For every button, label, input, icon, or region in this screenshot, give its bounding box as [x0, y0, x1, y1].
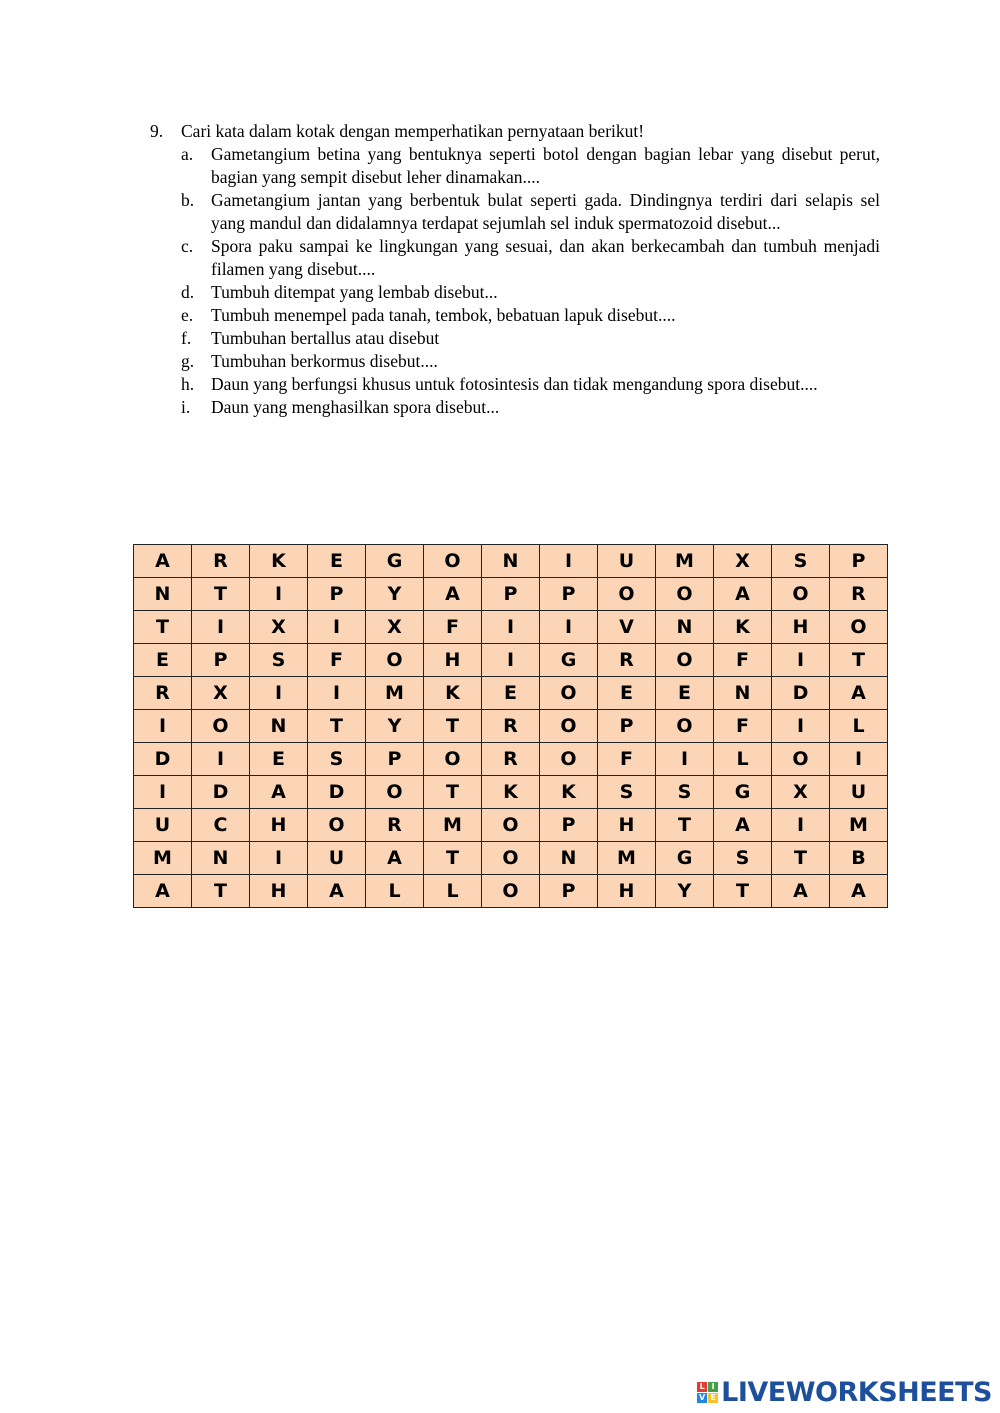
grid-cell[interactable]: I — [192, 743, 250, 776]
grid-cell[interactable]: O — [424, 743, 482, 776]
grid-cell[interactable]: B — [830, 842, 888, 875]
statement-text: Spora paku sampai ke lingkungan yang sesuai, dan akan berkecambah dan tumbuh menjadi filamen yang disebut.... — [211, 236, 880, 279]
grid-cell[interactable]: I — [482, 644, 540, 677]
grid-cell[interactable]: P — [192, 644, 250, 677]
grid-cell[interactable]: E — [656, 677, 714, 710]
grid-cell[interactable]: A — [830, 677, 888, 710]
grid-cell[interactable]: I — [772, 644, 830, 677]
grid-cell[interactable]: I — [482, 611, 540, 644]
statement-letter: i. — [181, 397, 191, 417]
grid-cell[interactable]: O — [656, 578, 714, 611]
grid-row — [134, 809, 888, 842]
grid-cell[interactable]: O — [656, 710, 714, 743]
statement-text: Daun yang menghasilkan spora disebut... — [211, 397, 500, 417]
grid-cell[interactable]: T — [830, 644, 888, 677]
grid-cell[interactable]: M — [598, 842, 656, 875]
grid-cell[interactable]: O — [482, 875, 540, 908]
grid-cell[interactable]: K — [540, 776, 598, 809]
grid-cell[interactable]: O — [482, 842, 540, 875]
grid-cell[interactable]: R — [598, 644, 656, 677]
grid-cell[interactable]: O — [482, 809, 540, 842]
grid-cell[interactable]: O — [830, 611, 888, 644]
grid-cell[interactable]: I — [250, 578, 308, 611]
statement-text: Tumbuhan berkormus disebut.... — [211, 351, 438, 371]
statement-item — [181, 281, 880, 304]
logo-mark-tile: E — [708, 1393, 718, 1403]
grid-cell[interactable]: M — [424, 809, 482, 842]
grid-cell[interactable]: P — [482, 578, 540, 611]
grid-cell[interactable]: P — [366, 743, 424, 776]
grid-cell[interactable]: M — [366, 677, 424, 710]
grid-row — [134, 545, 888, 578]
grid-row — [134, 842, 888, 875]
statement-item — [181, 189, 880, 235]
statement-item — [181, 327, 880, 350]
grid-cell[interactable]: A — [366, 842, 424, 875]
grid-cell[interactable]: R — [366, 809, 424, 842]
liveworksheets-logo-mark — [697, 1382, 718, 1403]
grid-cell[interactable]: I — [134, 710, 192, 743]
statement-text: Tumbuh ditempat yang lembab disebut... — [211, 282, 498, 302]
grid-cell[interactable]: X — [250, 611, 308, 644]
grid-cell[interactable]: I — [308, 677, 366, 710]
grid-cell[interactable]: O — [656, 644, 714, 677]
grid-row — [134, 578, 888, 611]
grid-cell[interactable]: O — [424, 545, 482, 578]
grid-cell[interactable]: F — [424, 611, 482, 644]
statement-item — [181, 396, 880, 419]
grid-cell[interactable]: F — [598, 743, 656, 776]
grid-row — [134, 776, 888, 809]
grid-cell[interactable]: O — [366, 644, 424, 677]
grid-cell[interactable]: R — [134, 677, 192, 710]
grid-cell[interactable]: I — [830, 743, 888, 776]
liveworksheets-logo[interactable] — [697, 1377, 992, 1407]
grid-cell[interactable]: D — [308, 776, 366, 809]
grid-cell[interactable]: P — [540, 578, 598, 611]
liveworksheets-logo-text: LIVEWORKSHEETS — [721, 1376, 992, 1408]
grid-cell[interactable]: D — [134, 743, 192, 776]
grid-cell[interactable]: O — [772, 743, 830, 776]
grid-cell[interactable]: S — [598, 776, 656, 809]
grid-row — [134, 710, 888, 743]
grid-cell[interactable]: O — [308, 809, 366, 842]
grid-cell[interactable]: O — [540, 743, 598, 776]
statement-text: Tumbuhan bertallus atau disebut — [211, 328, 440, 348]
grid-cell[interactable]: I — [656, 743, 714, 776]
grid-cell[interactable]: I — [540, 545, 598, 578]
grid-cell[interactable]: E — [598, 677, 656, 710]
grid-cell[interactable]: N — [714, 677, 772, 710]
grid-cell[interactable]: U — [308, 842, 366, 875]
grid-cell[interactable]: M — [134, 842, 192, 875]
grid-cell[interactable]: F — [714, 644, 772, 677]
grid-cell[interactable]: T — [192, 875, 250, 908]
statement-list — [181, 143, 880, 419]
grid-cell[interactable]: P — [540, 875, 598, 908]
grid-row — [134, 611, 888, 644]
grid-cell[interactable]: I — [250, 842, 308, 875]
grid-cell[interactable]: M — [830, 809, 888, 842]
statement-letter: b. — [181, 190, 195, 210]
grid-cell[interactable]: E — [308, 545, 366, 578]
grid-cell[interactable]: E — [250, 743, 308, 776]
grid-cell[interactable]: N — [482, 545, 540, 578]
statement-letter: a. — [181, 144, 194, 164]
grid-cell[interactable]: A — [134, 545, 192, 578]
grid-cell[interactable]: L — [366, 875, 424, 908]
grid-cell[interactable]: G — [366, 545, 424, 578]
grid-cell[interactable]: I — [192, 611, 250, 644]
grid-cell[interactable]: Y — [366, 710, 424, 743]
grid-cell[interactable]: R — [482, 710, 540, 743]
grid-cell[interactable]: T — [308, 710, 366, 743]
grid-cell[interactable]: T — [134, 611, 192, 644]
grid-cell[interactable]: X — [192, 677, 250, 710]
grid-cell[interactable]: O — [598, 578, 656, 611]
question-9 — [150, 120, 880, 419]
grid-cell[interactable]: S — [714, 842, 772, 875]
grid-cell[interactable]: C — [192, 809, 250, 842]
statement-text: Daun yang berfungsi khusus untuk fotosintesis dan tidak mengandung spora disebut.... — [211, 374, 818, 394]
grid-cell[interactable]: E — [482, 677, 540, 710]
grid-cell[interactable]: Y — [656, 875, 714, 908]
grid-cell[interactable]: X — [714, 545, 772, 578]
statement-text: Gametangium jantan yang berbentuk bulat seperti gada. Dindingnya terdiri dari selapis sel yang mandul dan didalamnya terdapat sejumlah sel induk spermatozoid disebut... — [211, 190, 880, 233]
grid-cell[interactable]: A — [830, 875, 888, 908]
grid-cell[interactable]: I — [250, 677, 308, 710]
grid-cell[interactable]: S — [656, 776, 714, 809]
grid-cell[interactable]: F — [308, 644, 366, 677]
grid-cell[interactable]: I — [772, 809, 830, 842]
grid-cell[interactable]: Y — [366, 578, 424, 611]
question-number: 9. — [150, 121, 164, 141]
grid-cell[interactable]: P — [830, 545, 888, 578]
grid-cell[interactable]: G — [714, 776, 772, 809]
grid-cell[interactable]: H — [598, 875, 656, 908]
grid-cell[interactable]: O — [366, 776, 424, 809]
statement-item — [181, 304, 880, 327]
statement-text: Tumbuh menempel pada tanah, tembok, bebatuan lapuk disebut.... — [211, 305, 676, 325]
grid-cell[interactable]: P — [308, 578, 366, 611]
grid-cell[interactable]: G — [540, 644, 598, 677]
grid-cell[interactable]: A — [714, 809, 772, 842]
grid-cell[interactable]: H — [250, 809, 308, 842]
grid-row — [134, 875, 888, 908]
grid-cell[interactable]: X — [366, 611, 424, 644]
grid-cell[interactable]: T — [424, 710, 482, 743]
grid-cell[interactable]: L — [830, 710, 888, 743]
grid-cell[interactable]: A — [714, 578, 772, 611]
grid-cell[interactable]: T — [192, 578, 250, 611]
logo-mark-tile: V — [699, 1392, 706, 1402]
grid-row — [134, 743, 888, 776]
grid-cell[interactable]: T — [424, 842, 482, 875]
grid-cell[interactable]: P — [540, 809, 598, 842]
statement-letter: g. — [181, 351, 195, 371]
grid-cell[interactable]: A — [134, 875, 192, 908]
statement-item — [181, 350, 880, 373]
grid-cell[interactable]: A — [308, 875, 366, 908]
grid-cell[interactable]: K — [424, 677, 482, 710]
grid-cell[interactable]: O — [540, 677, 598, 710]
grid-cell[interactable]: U — [598, 545, 656, 578]
grid-cell[interactable]: K — [482, 776, 540, 809]
grid-cell[interactable]: P — [598, 710, 656, 743]
grid-cell[interactable]: A — [772, 875, 830, 908]
grid-cell[interactable]: D — [192, 776, 250, 809]
grid-cell[interactable]: N — [192, 842, 250, 875]
grid-cell[interactable]: R — [192, 545, 250, 578]
question-header — [150, 120, 880, 143]
statement-item — [181, 373, 880, 396]
statement-letter: d. — [181, 282, 195, 302]
grid-cell[interactable]: U — [830, 776, 888, 809]
grid-cell[interactable]: N — [134, 578, 192, 611]
grid-cell[interactable]: R — [830, 578, 888, 611]
statement-item — [181, 143, 880, 189]
grid-cell[interactable]: F — [714, 710, 772, 743]
grid-cell[interactable]: T — [424, 776, 482, 809]
grid-cell[interactable]: H — [772, 611, 830, 644]
grid-cell[interactable]: A — [424, 578, 482, 611]
statement-text: Gametangium betina yang bentuknya seperti botol dengan bagian lebar yang disebut perut, bagian yang sempit disebut leher dinamakan.... — [211, 144, 880, 187]
grid-cell[interactable]: S — [308, 743, 366, 776]
grid-cell[interactable]: D — [772, 677, 830, 710]
question-prompt: Cari kata dalam kotak dengan memperhatikan pernyataan berikut! — [181, 121, 645, 141]
grid-row — [134, 644, 888, 677]
grid-cell[interactable]: I — [540, 611, 598, 644]
logo-mark-tile: L — [697, 1382, 707, 1392]
statement-letter: c. — [181, 236, 194, 256]
grid-cell[interactable]: I — [134, 776, 192, 809]
statement-letter: e. — [181, 305, 194, 325]
grid-cell[interactable]: T — [772, 842, 830, 875]
grid-cell[interactable]: K — [250, 545, 308, 578]
word-search-grid — [133, 544, 888, 908]
grid-cell[interactable]: A — [250, 776, 308, 809]
grid-cell[interactable]: N — [250, 710, 308, 743]
grid-cell[interactable]: S — [250, 644, 308, 677]
grid-cell[interactable]: N — [540, 842, 598, 875]
grid-cell[interactable]: O — [540, 710, 598, 743]
grid-cell[interactable]: L — [424, 875, 482, 908]
grid-cell[interactable]: O — [772, 578, 830, 611]
grid-cell[interactable]: O — [192, 710, 250, 743]
grid-cell[interactable]: I — [772, 710, 830, 743]
grid-cell[interactable]: N — [656, 611, 714, 644]
grid-cell[interactable]: K — [714, 611, 772, 644]
grid-cell[interactable]: H — [598, 809, 656, 842]
grid-cell[interactable]: T — [656, 809, 714, 842]
grid-cell[interactable]: G — [656, 842, 714, 875]
grid-cell[interactable]: S — [772, 545, 830, 578]
statement-letter: f. — [181, 328, 192, 348]
logo-mark-tile: I — [708, 1382, 718, 1392]
grid-cell[interactable]: L — [714, 743, 772, 776]
statement-letter: h. — [181, 374, 195, 394]
grid-cell[interactable]: V — [598, 611, 656, 644]
statement-item — [181, 235, 880, 281]
grid-cell[interactable]: X — [772, 776, 830, 809]
grid-cell[interactable]: R — [482, 743, 540, 776]
grid-cell[interactable]: I — [308, 611, 366, 644]
grid-cell[interactable]: M — [656, 545, 714, 578]
grid-cell[interactable]: E — [134, 644, 192, 677]
grid-cell[interactable]: U — [134, 809, 192, 842]
grid-cell[interactable]: T — [714, 875, 772, 908]
grid-cell[interactable]: H — [250, 875, 308, 908]
grid-row — [134, 677, 888, 710]
grid-cell[interactable]: H — [424, 644, 482, 677]
